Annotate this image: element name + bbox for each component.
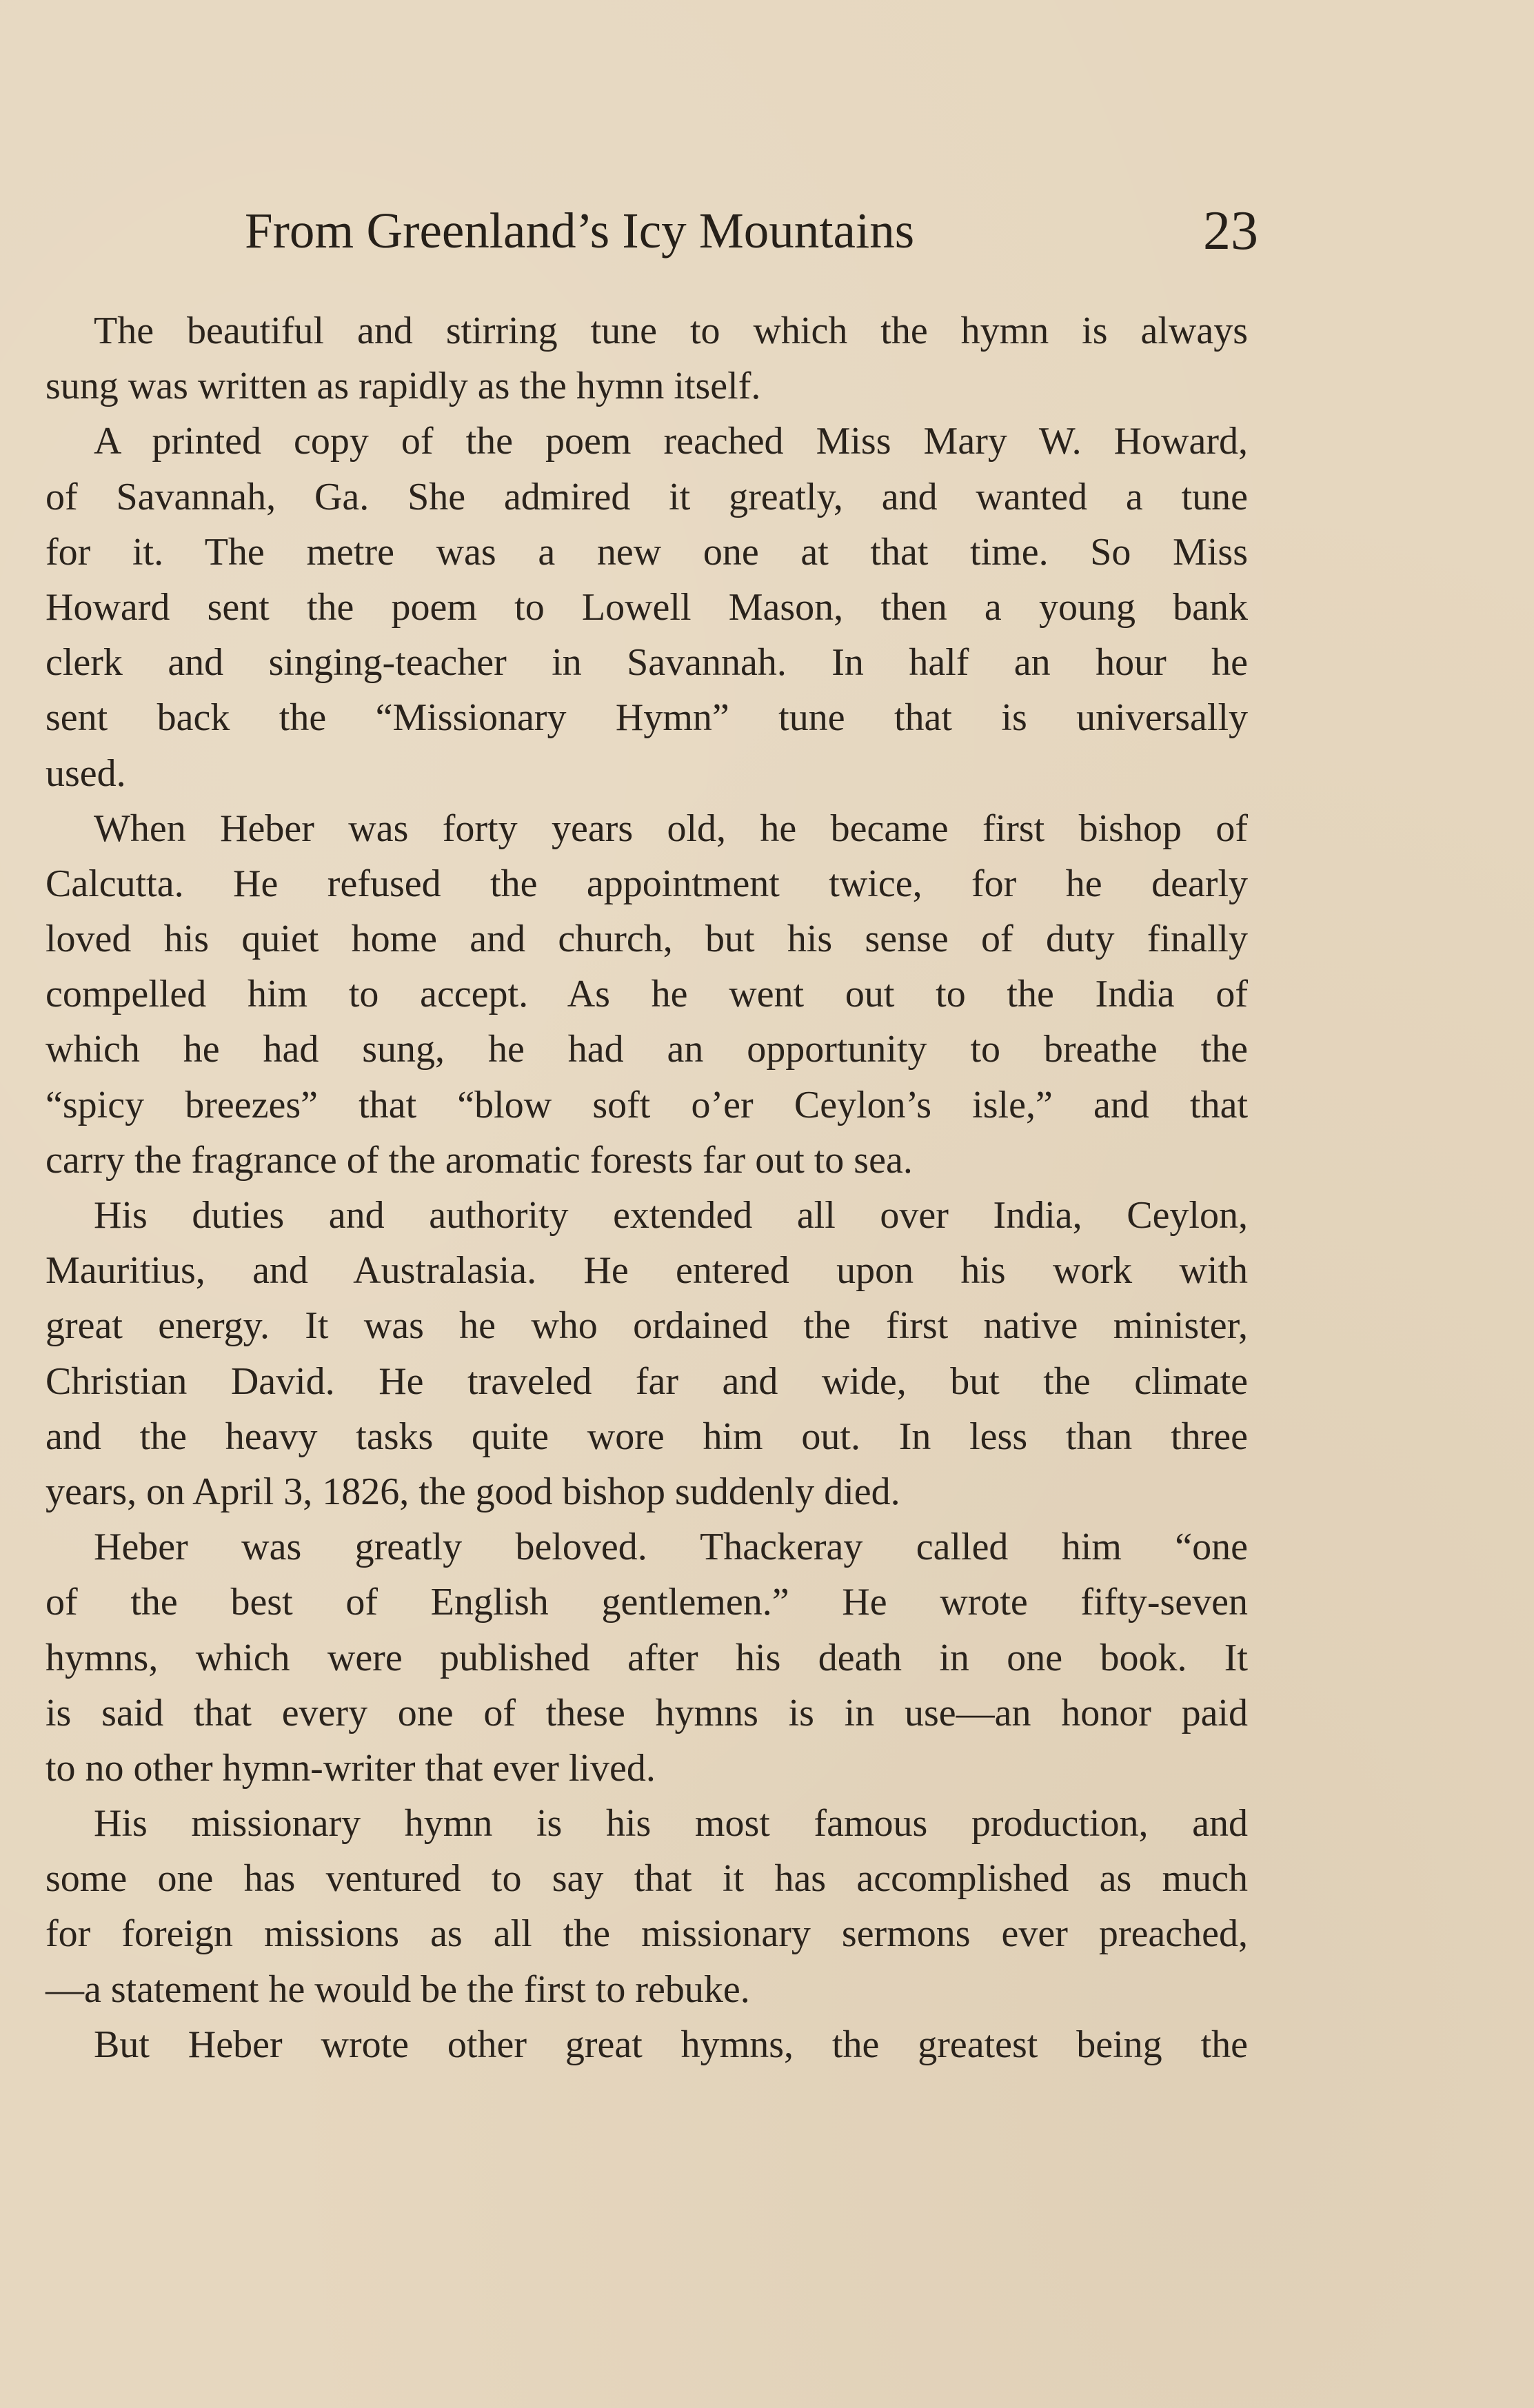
text-line: —a statement he would be the first to rebuke. xyxy=(46,1967,750,2011)
text-line: great energy. It was he who ordained the first native minister, xyxy=(46,1304,1248,1348)
text-line: compelled him to accept. As he went out to the India of xyxy=(46,973,1248,1016)
text-line: A printed copy of the poem reached Miss Mary W. Howard, xyxy=(94,420,1248,463)
text-line: is said that every one of these hymns is in use—an honor paid xyxy=(46,1691,1248,1734)
text-line: When Heber was forty years old, he became first bishop of xyxy=(94,807,1248,850)
text-line: sung was written as rapidly as the hymn itself. xyxy=(46,365,761,408)
text-line: for foreign missions as all the missionary sermons ever preached, xyxy=(46,1912,1248,1956)
text-line: Christian David. He traveled far and wide, but the climate xyxy=(46,1359,1248,1403)
running-title: From Greenland’s Icy Mountains xyxy=(245,203,915,259)
text-line: loved his quiet home and church, but his sense of duty finally xyxy=(46,918,1248,961)
text-line: of Savannah, Ga. She admired it greatly, and wanted a tune xyxy=(46,475,1248,518)
text-line: which he had sung, he had an opportunity to breathe the xyxy=(46,1028,1248,1071)
text-line: clerk and singing-teacher in Savannah. In half an hour he xyxy=(46,641,1248,685)
text-line: for it. The metre was a new one at that time. So Miss xyxy=(46,530,1248,574)
body-text xyxy=(46,303,1248,2072)
text-line: “spicy breezes” that “blow soft o’er Ceylon’s isle,” and that xyxy=(46,1083,1248,1126)
text-line: years, on April 3, 1826, the good bishop suddenly died. xyxy=(46,1470,900,1513)
text-line: hymns, which were published after his death in one book. It xyxy=(46,1636,1248,1679)
text-line: some one has ventured to say that it has accomplished as much xyxy=(46,1857,1248,1901)
text-line: But Heber wrote other great hymns, the greatest being the xyxy=(94,2023,1248,2066)
page-number: 23 xyxy=(1203,201,1258,261)
text-line: Howard sent the poem to Lowell Mason, then a young bank xyxy=(46,585,1248,629)
text-line: Calcutta. He refused the appointment twice, for he dearly xyxy=(46,862,1248,905)
text-line: of the best of English gentlemen.” He wrote fifty-seven xyxy=(46,1581,1248,1624)
text-line: The beautiful and stirring tune to which the hymn is always xyxy=(94,310,1248,352)
page-header xyxy=(245,201,1258,270)
text-line: carry the fragrance of the aromatic forests far out to sea. xyxy=(46,1138,913,1182)
text-line: His duties and authority extended all over India, Ceylon, xyxy=(94,1194,1248,1237)
text-line: Mauritius, and Australasia. He entered upon his work with xyxy=(46,1249,1248,1293)
text-line: sent back the “Missionary Hymn” tune that is universally xyxy=(46,696,1248,740)
text-line: His missionary hymn is his most famous production, and xyxy=(94,1802,1248,1845)
text-line: used. xyxy=(46,751,126,795)
text-line: and the heavy tasks quite wore him out. In less than three xyxy=(46,1415,1248,1458)
text-line: Heber was greatly beloved. Thackeray called him “one xyxy=(94,1526,1248,1569)
text-line: to no other hymn-writer that ever lived. xyxy=(46,1746,656,1790)
